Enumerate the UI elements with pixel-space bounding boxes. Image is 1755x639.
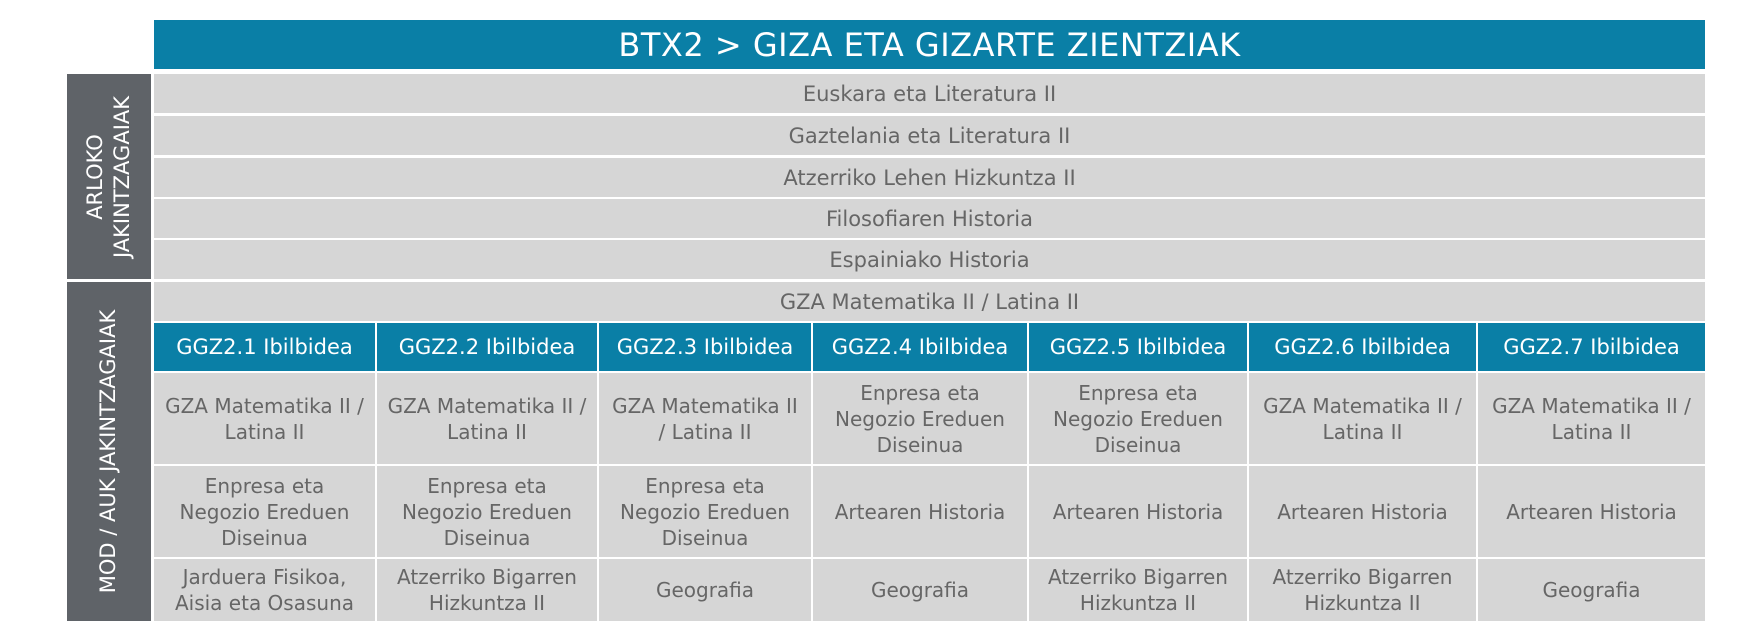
- pathway-subject-cell: GZA Matematika II / Latina II: [599, 373, 811, 464]
- pathway-subject-cell: Enpresa eta Negozio Ereduen Diseinua: [154, 466, 375, 557]
- pathway-subject-cell: GZA Matematika II / Latina II: [1249, 373, 1476, 464]
- side-label-arloko-line-2: JAKINTZAGAIAK: [110, 95, 135, 258]
- side-label-mod-text: [96, 310, 123, 593]
- pathway-subject-cell: Artearen Historia: [813, 466, 1027, 557]
- side-label-arloko: [67, 74, 151, 279]
- pathway-subject-cell: Atzerriko Bigarren Hizkuntza II: [377, 559, 597, 621]
- pathway-subject-cell: Artearen Historia: [1478, 466, 1705, 557]
- pathway-subject-cell: Enpresa eta Negozio Ereduen Diseinua: [599, 466, 811, 557]
- pathway-subject-cell: Enpresa eta Negozio Ereduen Diseinua: [813, 373, 1027, 464]
- side-label-mod-line-1: MOD / AUK JAKINTZAGAIAK: [96, 309, 121, 594]
- common-subject-row: Gaztelania eta Literatura II: [154, 116, 1705, 155]
- pathway-header-ggz2-7: GGZ2.7 Ibilbidea: [1478, 323, 1705, 371]
- page-title: BTX2 > GIZA ETA GIZARTE ZIENTZIAK: [154, 20, 1705, 69]
- pathway-header-ggz2-2: GGZ2.2 Ibilbidea: [377, 323, 597, 371]
- pathway-subject-cell: Enpresa eta Negozio Ereduen Diseinua: [377, 466, 597, 557]
- pathway-subject-cell: Enpresa eta Negozio Ereduen Diseinua: [1029, 373, 1247, 464]
- common-subject-row: GZA Matematika II / Latina II: [154, 282, 1705, 321]
- pathway-subject-cell: Geografia: [813, 559, 1027, 621]
- pathway-header-ggz2-4: GGZ2.4 Ibilbidea: [813, 323, 1027, 371]
- common-subject-row: Filosofiaren Historia: [154, 199, 1705, 238]
- side-label-mod: [67, 282, 151, 621]
- pathway-subject-cell: Atzerriko Bigarren Hizkuntza II: [1249, 559, 1476, 621]
- pathway-subject-cell: Geografia: [599, 559, 811, 621]
- pathway-subject-cell: GZA Matematika II / Latina II: [154, 373, 375, 464]
- pathway-subject-cell: GZA Matematika II / Latina II: [1478, 373, 1705, 464]
- common-subject-row: Euskara eta Literatura II: [154, 74, 1705, 113]
- side-label-arloko-line-1: ARLOKO: [83, 133, 108, 220]
- pathway-subject-cell: Artearen Historia: [1029, 466, 1247, 557]
- common-subject-row: Atzerriko Lehen Hizkuntza II: [154, 158, 1705, 197]
- pathway-subject-cell: Atzerriko Bigarren Hizkuntza II: [1029, 559, 1247, 621]
- pathway-header-ggz2-5: GGZ2.5 Ibilbidea: [1029, 323, 1247, 371]
- pathway-subject-cell: Geografia: [1478, 559, 1705, 621]
- pathway-header-ggz2-1: GGZ2.1 Ibilbidea: [154, 323, 375, 371]
- side-label-arloko-text: [82, 95, 136, 257]
- common-subject-row: Espainiako Historia: [154, 240, 1705, 279]
- pathway-subject-cell: Jarduera Fisikoa, Aisia eta Osasuna: [154, 559, 375, 621]
- pathway-subject-cell: Artearen Historia: [1249, 466, 1476, 557]
- pathway-header-ggz2-3: GGZ2.3 Ibilbidea: [599, 323, 811, 371]
- pathway-subject-cell: GZA Matematika II / Latina II: [377, 373, 597, 464]
- pathway-header-ggz2-6: GGZ2.6 Ibilbidea: [1249, 323, 1476, 371]
